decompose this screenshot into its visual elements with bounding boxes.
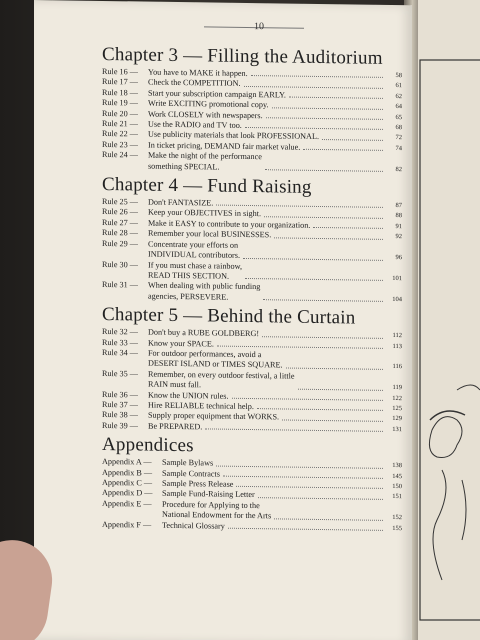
entry-text: Check the COMPETITION.: [148, 77, 241, 89]
entry-page-number: 145: [392, 472, 402, 480]
entry-page-number: 62: [395, 92, 402, 100]
entry-page-number: 125: [392, 404, 402, 413]
entry-text: Concentrate your efforts on INDIVIDUAL contributors.: [148, 239, 241, 260]
dot-leader: [236, 486, 383, 489]
dot-leader: [298, 388, 383, 390]
entry-text: Make the night of the performance something SPECIAL.: [148, 150, 262, 172]
dot-leader: [216, 205, 383, 208]
entry-text: Remember your local BUSINESSES.: [148, 228, 272, 240]
dot-leader: [243, 257, 383, 260]
table-of-contents: [102, 41, 402, 534]
facing-page-illustration: [412, 0, 480, 640]
entry-label: Rule 17 —: [102, 77, 138, 87]
rule-entry: [102, 150, 402, 175]
entry-label: Rule 35 —: [102, 368, 138, 379]
entry-label: Rule 26 —: [102, 207, 138, 217]
dot-leader: [245, 127, 383, 130]
entry-label: Rule 19 —: [102, 98, 138, 108]
chapter-heading: Chapter 3 — Filling the Auditorium: [102, 43, 383, 69]
entry-text: Keep your OBJECTIVES in sight.: [148, 208, 262, 219]
entry-label: Rule 22 —: [102, 129, 138, 139]
entry-page-number: 122: [392, 394, 402, 402]
entry-label: Rule 24 —: [102, 150, 138, 160]
entry-page-number: 151: [392, 493, 402, 501]
entry-label: Rule 20 —: [102, 108, 138, 119]
entry-label: Rule 28 —: [102, 228, 138, 238]
entry-page-number: 74: [395, 144, 402, 152]
entry-text: In ticket pricing, DEMAND fair market value.: [148, 140, 301, 152]
entry-label: Appendix A —: [102, 457, 152, 467]
dot-leader: [264, 216, 383, 219]
entry-text: Start your subscription campaign EARLY.: [148, 88, 286, 100]
entry-text: Procedure for Applying to the National Endowment for the Arts: [162, 499, 272, 521]
dot-leader: [263, 299, 383, 302]
entry-label: Rule 34 —: [102, 347, 138, 358]
dot-leader: [289, 97, 383, 99]
dot-leader: [257, 408, 383, 411]
entry-text: If you must chase a rainbow, READ THIS SECTION.: [148, 260, 243, 281]
appendix-list: [102, 457, 402, 534]
entry-text: Hire RELIABLE technical help.: [148, 400, 254, 412]
rule-list: [102, 197, 402, 305]
entry-text: Don't FANTASIZE.: [148, 197, 214, 208]
dot-leader: [262, 336, 383, 339]
entry-page-number: 112: [392, 332, 402, 340]
entry-text: Know the UNION rules.: [148, 390, 229, 401]
entry-page-number: 131: [392, 425, 402, 433]
entry-text: Use the RADIO and TV too.: [148, 119, 242, 130]
chapter-heading: Chapter 5 — Behind the Curtain: [102, 304, 356, 329]
entry-label: Rule 38 —: [102, 410, 138, 420]
entry-label: Rule 27 —: [102, 217, 138, 228]
dot-leader: [232, 398, 384, 401]
entry-text: Don't buy a RUBE GOLDBERG!: [148, 327, 260, 339]
entry-title: [148, 421, 386, 435]
entry-page-number: 101: [392, 274, 402, 283]
rule-list: [102, 327, 402, 435]
entry-page-number: 91: [395, 222, 402, 231]
dot-leader: [228, 528, 383, 531]
dot-leader: [303, 149, 383, 151]
entry-page-number: 150: [392, 483, 402, 491]
page-number: 10: [254, 21, 264, 33]
entry-page-number: 87: [395, 202, 402, 210]
entry-page-number: 64: [395, 103, 402, 111]
entry-page-number: 65: [395, 113, 402, 121]
entry-text: For outdoor performances, avoid a DESERT ISLAND or TIMES SQUARE.: [148, 348, 283, 370]
dot-leader: [265, 169, 383, 172]
rule-list: [102, 67, 402, 175]
entry-label: Rule 37 —: [102, 399, 138, 410]
entry-label: Rule 33 —: [102, 337, 138, 347]
dot-leader: [223, 476, 383, 479]
entry-label: Appendix E —: [102, 498, 152, 509]
dot-leader: [313, 227, 383, 229]
entry-page-number: 138: [392, 462, 402, 470]
facing-page: [412, 0, 480, 640]
dot-leader: [244, 86, 383, 89]
entry-label: Appendix C —: [102, 477, 153, 488]
entry-label: Rule 21 —: [102, 118, 138, 129]
entry-text: Sample Bylaws: [162, 457, 214, 468]
dot-leader: [274, 518, 383, 521]
entry-title: [148, 281, 386, 305]
entry-page-number: 58: [395, 72, 402, 80]
entry-page-number: 113: [392, 342, 402, 350]
entry-page-number: 129: [392, 415, 402, 423]
entry-label: Rule 18 —: [102, 87, 138, 98]
entry-label: Rule 32 —: [102, 327, 138, 337]
dot-leader: [216, 465, 383, 468]
entry-page-number: 88: [395, 212, 402, 220]
entry-page-number: 104: [392, 295, 402, 303]
entry-label: Rule 30 —: [102, 259, 138, 269]
entry-text: Be PREPARED.: [148, 421, 203, 432]
entry-page-number: 96: [395, 254, 402, 262]
entry-text: Supply proper equipment that WORKS.: [148, 410, 280, 422]
entry-text: Write EXCITING promotional copy.: [148, 98, 269, 110]
dot-leader: [245, 278, 383, 281]
rule-entry: [102, 280, 402, 305]
entry-label: Rule 31 —: [102, 280, 138, 290]
entry-label: Rule 36 —: [102, 389, 138, 400]
entry-page-number: 152: [392, 514, 402, 522]
entry-text: Sample Contracts: [162, 468, 220, 479]
entry-page-number: 155: [392, 524, 402, 532]
entry-page-number: 61: [395, 82, 402, 90]
dot-leader: [258, 497, 383, 500]
dot-leader: [217, 345, 383, 348]
dot-leader: [282, 419, 383, 421]
entry-label: Rule 23 —: [102, 139, 138, 150]
dot-leader: [322, 139, 383, 141]
entry-text: When dealing with public funding agencies, PERSEVERE.: [148, 280, 261, 302]
entry-page-number: 68: [395, 124, 402, 132]
entry-page-number: 92: [395, 233, 402, 241]
dot-leader: [251, 75, 383, 78]
entry-text: Know your SPACE.: [148, 338, 214, 349]
dot-leader: [266, 117, 383, 120]
entry-text: Sample Fund-Raising Letter: [162, 489, 255, 500]
dot-leader: [274, 237, 383, 240]
dot-leader: [286, 367, 383, 369]
dot-leader: [272, 107, 383, 110]
entry-label: Rule 29 —: [102, 238, 138, 249]
entry-label: Rule 16 —: [102, 66, 138, 77]
entry-page-number: 82: [395, 165, 402, 173]
entry-title: [148, 151, 386, 175]
chapter-heading: Chapter 4 — Fund Raising: [102, 174, 312, 198]
entry-label: Rule 39 —: [102, 420, 138, 431]
book-page: [34, 0, 412, 640]
entry-text: Remember, on every outdoor festival, a little RAIN must fall.: [148, 369, 295, 390]
entry-text: Sample Press Release: [162, 478, 234, 489]
dot-leader: [205, 429, 383, 432]
entry-label: Rule 25 —: [102, 197, 138, 207]
entry-text: Make it EASY to contribute to your organization.: [148, 218, 311, 230]
appendices-heading: Appendices: [102, 434, 194, 457]
entry-label: Appendix F —: [102, 519, 152, 530]
entry-page-number: 119: [392, 384, 402, 392]
entry-label: Appendix B —: [102, 467, 153, 478]
entry-label: Appendix D —: [102, 488, 153, 499]
entry-text: Use publicity materials that look PROFESSIONAL.: [148, 130, 320, 142]
entry-text: Technical Glossary: [162, 520, 225, 531]
entry-title: [162, 520, 386, 534]
entry-page-number: 116: [392, 363, 402, 371]
entry-text: You have to MAKE it happen.: [148, 67, 248, 78]
entry-page-number: 72: [395, 134, 402, 142]
entry-text: Work CLOSELY with newspapers.: [148, 109, 263, 120]
